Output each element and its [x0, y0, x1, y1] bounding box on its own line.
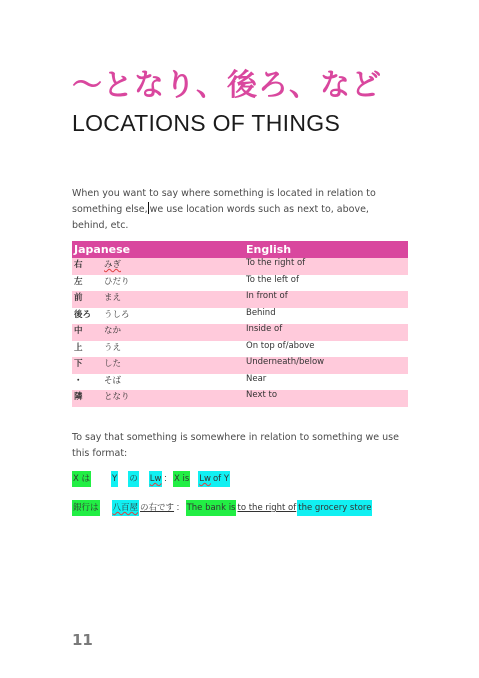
page-number: 11	[72, 631, 93, 649]
pattern-line	[72, 471, 230, 485]
japanese-cell	[72, 291, 244, 308]
text-cursor	[148, 202, 149, 214]
kana: ひだり	[104, 276, 130, 287]
example-to-the-right-of: to the right of	[237, 503, 297, 513]
table-row	[72, 341, 408, 358]
kana: となり	[104, 392, 130, 402]
table-row	[72, 258, 408, 275]
pattern-no: の	[128, 471, 139, 487]
kana: した	[104, 359, 122, 369]
kana: みぎ	[104, 260, 122, 270]
pattern-lw: Lw	[149, 471, 163, 487]
table-row	[72, 291, 408, 308]
japanese-cell	[72, 308, 244, 325]
japanese-cell	[72, 357, 244, 374]
english-cell: Next to	[244, 390, 408, 407]
english-cell: In front of	[244, 291, 408, 308]
example-no-migi-desu: の右です	[140, 503, 175, 513]
example-line	[72, 500, 372, 516]
english-cell: Inside of	[244, 324, 408, 341]
format-intro-paragraph: To say that something is somewhere in relation to something we use this format:	[72, 432, 399, 459]
pattern-y: Y	[111, 471, 118, 487]
example-bank-wa: 銀行は	[72, 500, 100, 516]
pattern-of-y: of Y	[212, 471, 230, 487]
english-cell: Near	[244, 374, 408, 391]
kanji: 前	[74, 293, 83, 303]
kanji: 隣	[74, 392, 83, 402]
kanji: 後ろ	[74, 309, 92, 320]
kanji: 中	[74, 326, 83, 336]
japanese-cell	[72, 275, 244, 292]
table-row	[72, 374, 408, 391]
kanji: ・	[74, 375, 83, 386]
english-cell: To the right of	[244, 258, 408, 275]
intro-text-part-2: we use location words such as next to, above, behind, etc.	[72, 204, 369, 231]
japanese-cell	[72, 324, 244, 341]
table-row	[72, 357, 408, 374]
english-cell: To the left of	[244, 275, 408, 292]
kana: うえ	[104, 342, 122, 353]
japanese-cell	[72, 374, 244, 391]
pattern-x-wa: X は	[72, 471, 91, 487]
kanji: 下	[74, 359, 83, 369]
japanese-cell	[72, 258, 244, 275]
intro-text-part-1: When you want to say where something is located in relation to something else,	[72, 188, 376, 215]
table-row	[72, 324, 408, 341]
header-japanese: Japanese	[72, 241, 244, 258]
english-title: LOCATIONS OF THINGS	[72, 110, 341, 136]
kana: うしろ	[104, 309, 130, 320]
japanese-cell	[72, 341, 244, 358]
table-row	[72, 275, 408, 292]
location-words-table	[72, 241, 408, 407]
kanji: 上	[74, 342, 83, 353]
example-grocery-store: the grocery store	[297, 500, 372, 516]
kanji: 左	[74, 276, 83, 287]
example-yaoya: 八百屋	[112, 500, 140, 516]
english-cell: Underneath/below	[244, 357, 408, 374]
header-english: English	[244, 241, 408, 258]
kana: まえ	[104, 293, 122, 303]
english-cell: On top of/above	[244, 341, 408, 358]
kana: なか	[104, 326, 122, 336]
table-row	[72, 390, 408, 407]
english-cell: Behind	[244, 308, 408, 325]
intro-paragraph	[72, 186, 402, 234]
kanji: 右	[74, 260, 83, 270]
table-header-row	[72, 241, 408, 258]
table-row	[72, 308, 408, 325]
japanese-cell	[72, 390, 244, 407]
pattern-lw-english: Lw	[198, 471, 212, 487]
example-the-bank-is: The bank is	[186, 500, 237, 516]
kana: そば	[104, 375, 122, 386]
pattern-separator: ：	[163, 474, 172, 484]
example-separator: ：	[176, 503, 185, 513]
japanese-title: 〜となり、後ろ、など	[72, 68, 382, 103]
pattern-x-is: X is	[173, 471, 190, 487]
